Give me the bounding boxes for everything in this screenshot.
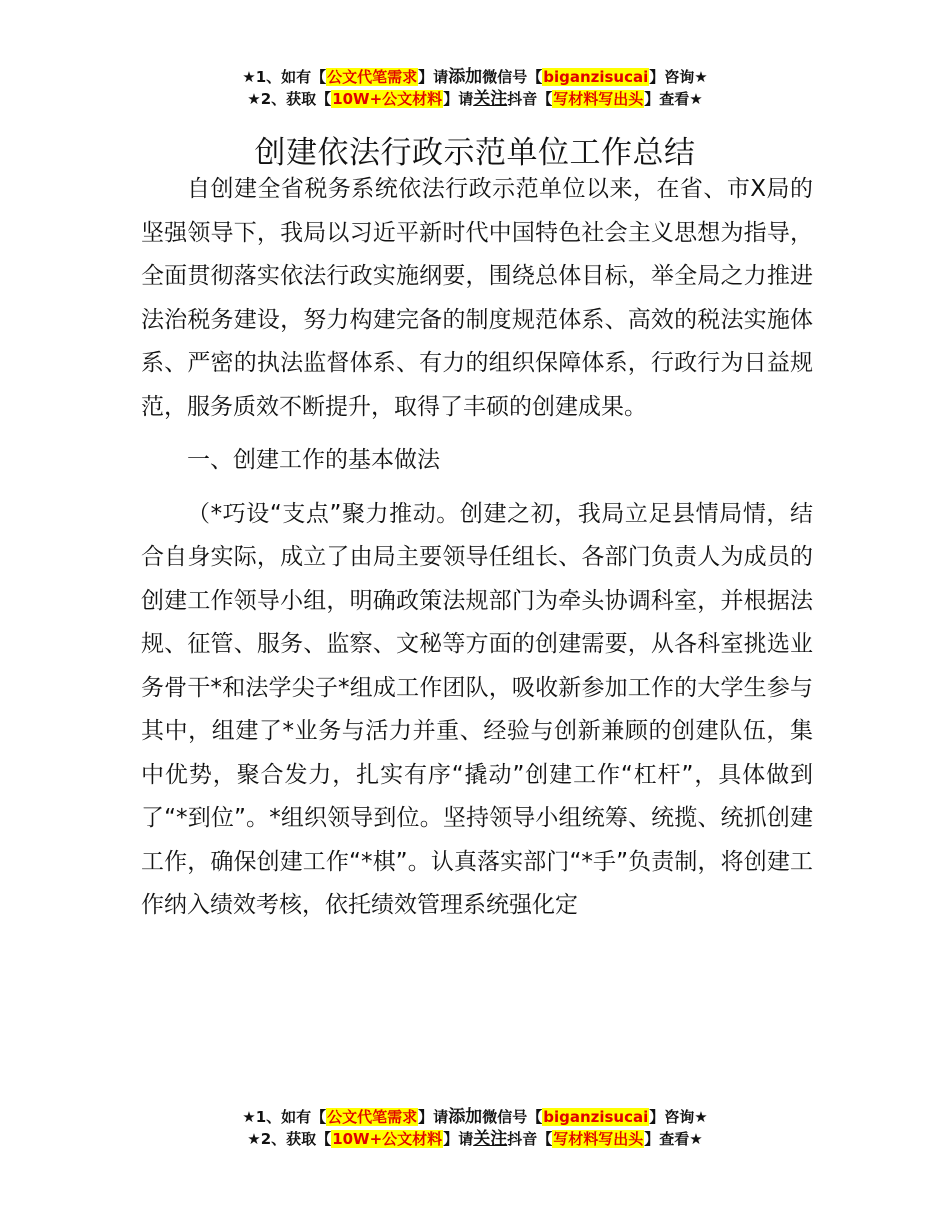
intro-paragraph: 自创建全省税务系统依法行政示范单位以来，在省、市X局的坚强领导下，我局以习近平新时代中国特色社会主义思想为指导，全面贯彻落实依法行政实施纲要，围绕总体目标，举全局之力推进法治税务建设，努力构建完备的制度规范体系、高效的税法实施体系、严密的执法监督体系、有力的组织保障体系，行政行为日益规范，服务质效不断提升，取得了丰硕的创建成果。 xyxy=(141,176,813,420)
banner-text: 抖音【 xyxy=(507,1130,553,1148)
banner-text: 添加 xyxy=(448,1107,483,1127)
banner-highlight: 写材料写出头 xyxy=(553,1130,644,1148)
banner-highlight: 公文代笔需求 xyxy=(327,1108,418,1126)
banner-text: 】查看★ xyxy=(644,1130,703,1148)
banner-line-1 xyxy=(0,66,950,88)
footer-banner xyxy=(0,1106,950,1150)
banner-text: 微信号【 xyxy=(482,1108,543,1126)
banner-text: 】请 xyxy=(443,90,474,108)
banner-text: 关注 xyxy=(473,89,508,109)
banner-text: 关注 xyxy=(473,1129,508,1149)
banner-highlight: 公文代笔需求 xyxy=(327,68,418,86)
banner-line-2 xyxy=(0,88,950,110)
body-paragraph: （*巧设“支点”聚力推动。创建之初，我局立足县情局情，结合自身实际，成立了由局主要领导任组长、各部门负责人为成员的创建工作领导小组，明确政策法规部门为牵头协调科室，并根据法规、征管、服务、监察、文秘等方面的创建需要，从各科室挑选业务骨干*和法学尖子*组成工作团队，吸收新参加工作的大学生参与其中，组建了*业务与活力并重、经验与创新兼顾的创建队伍，集中优势，聚合发力，扎实有序“撬动”创建工作“杠杆”，具体做到了“*到位”。*组织领导到位。坚持领导小组统筹、统揽、统抓创建工作，确保创建工作“*棋”。认真落实部门“*手”负责制，将创建工作纳入绩效考核，依托绩效管理系统强化定 xyxy=(141,500,813,918)
banner-text: ★2、获取【 xyxy=(247,1130,332,1148)
banner-text: 】查看★ xyxy=(644,90,703,108)
document-title: 创建依法行政示范单位工作总结 xyxy=(254,134,696,171)
banner-highlight: biganzisucai xyxy=(543,68,649,86)
banner-text: 】请 xyxy=(418,1108,449,1126)
banner-text: 】咨询★ xyxy=(649,68,708,86)
banner-text: ★2、获取【 xyxy=(247,90,332,108)
banner-text: 微信号【 xyxy=(482,68,543,86)
banner-text: 】请 xyxy=(443,1130,474,1148)
banner-text: ★1、如有【 xyxy=(242,68,327,86)
section-heading: 一、创建工作的基本做法 xyxy=(187,447,440,473)
banner-highlight: 10W+公文材料 xyxy=(332,90,443,108)
banner-text: 】咨询★ xyxy=(649,1108,708,1126)
document-body xyxy=(141,168,813,928)
banner-text: 抖音【 xyxy=(507,90,553,108)
banner-line-1 xyxy=(0,1106,950,1128)
banner-highlight: biganzisucai xyxy=(543,1108,649,1126)
banner-highlight: 10W+公文材料 xyxy=(332,1130,443,1148)
banner-highlight: 写材料写出头 xyxy=(553,90,644,108)
banner-text: ★1、如有【 xyxy=(242,1108,327,1126)
header-banner xyxy=(0,66,950,110)
banner-text: 】请 xyxy=(418,68,449,86)
banner-line-2 xyxy=(0,1128,950,1150)
banner-text: 添加 xyxy=(448,67,483,87)
